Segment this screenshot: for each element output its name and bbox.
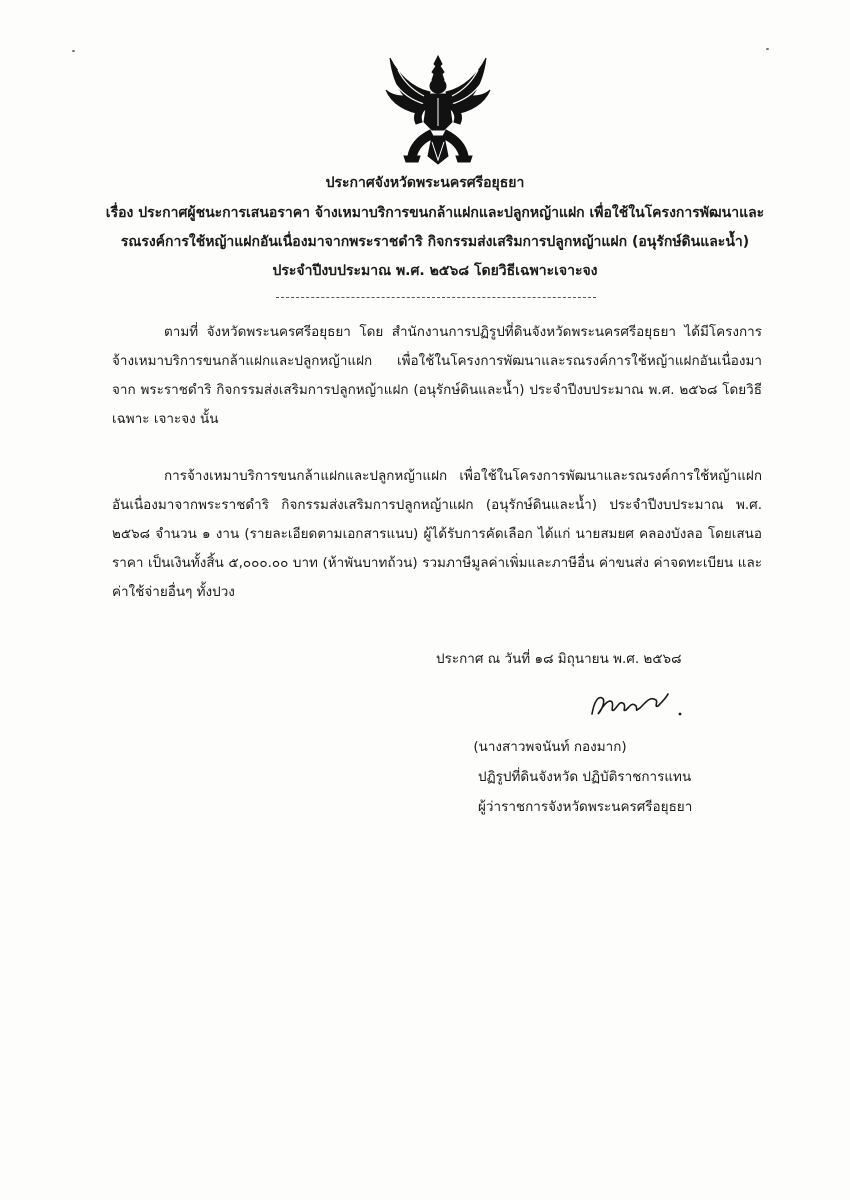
signatory-position-governor: ผู้ว่าราชการจังหวัดพระนครศรีอยุธยา	[478, 799, 693, 815]
divider-line	[276, 297, 596, 298]
signatory-name: (นางสาวพจนันท์ กองมาก)	[473, 739, 627, 755]
scan-speck	[766, 48, 769, 50]
body-paragraph-2: การจ้างเหมาบริการขนกล้าแฝกและปลูกหญ้าแฝก เพื่อใช้ในโครงการพัฒนาและรณรงค์การใช้หญ้าแฝก อันเนื่องมาจากพระราชดำริ กิจกรรมส่งเสริมการปลูกหญ้าแฝก (อนุรักษ์ดินและน้ำ) ประจำปีงบประมาณ พ.ศ. ๒๕๖๘ จำนวน ๑ งาน (รายละเอียดตามเอกสารแนบ) ผู้ได้รับการคัดเลือก ได้แก่ นายสมยศ คลองบังลอ โดยเสนอ ราคา เป็นเงินทั้งสิ้น ๕,๐๐๐.๐๐ บาท (ห้าพันบาทถ้วน) รวมภาษีมูลค่าเพิ่มและภาษีอื่น ค่าขนส่ง ค่าจดทะเบียน และค่าใช้จ่ายอื่นๆ ทั้งปวง	[112, 468, 762, 600]
announcement-date: ประกาศ ณ วันที่ ๑๘ มิถุนายน พ.ศ. ๒๕๖๘	[436, 651, 682, 667]
announcement-title: ประกาศจังหวัดพระนครศรีอยุธยา	[325, 175, 525, 191]
body-paragraph-1: ตามที่ จังหวัดพระนครศรีอยุธยา โดย สำนักงานการปฏิรูปที่ดินจังหวัดพระนครศรีอยุธยา ได้มีโครงการ จ้างเหมาบริการขนกล้าแฝกและปลูกหญ้าแฝก เพื่อใช้ในโครงการพัฒนาและรณรงค์การใช้หญ้าแฝกอันเนื่องมาจาก พระราชดำริ กิจกรรมส่งเสริมการปลูกหญ้าแฝก (อนุรักษ์ดินและน้ำ) ประจำปีงบประมาณ พ.ศ. ๒๕๖๘ โดยวิธีเฉพาะ เจาะจง นั้น	[112, 324, 762, 427]
signatory-position: ปฏิรูปที่ดินจังหวัด ปฏิบัติราชการแทน	[478, 769, 692, 785]
scan-speck	[72, 50, 75, 52]
handwritten-signature	[588, 684, 688, 724]
announcement-subject: เรื่อง ประกาศผู้ชนะการเสนอราคา จ้างเหมาบริการขนกล้าแฝกและปลูกหญ้าแฝก เพื่อใช้ในโครงการพัฒนาและรณรงค์การใช้หญ้าแฝกอันเนื่องมาจากพระราชดำริ กิจกรรมส่งเสริมการปลูกหญ้าแฝก (อนุรักษ์ดินและน้ำ) ประจำปีงบประมาณ พ.ศ. ๒๕๖๘ โดยวิธีเฉพาะเจาะจง	[105, 205, 765, 279]
garuda-emblem-icon	[382, 52, 494, 168]
